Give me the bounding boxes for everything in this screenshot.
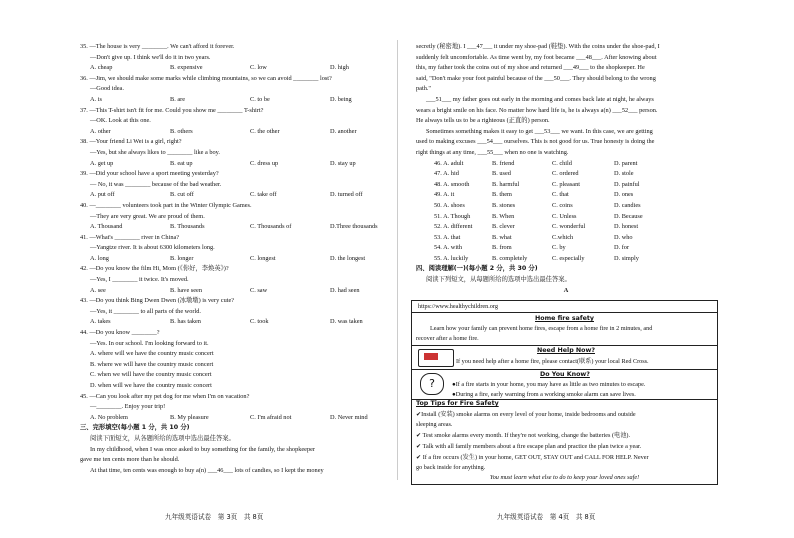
option: C. dress up [250, 159, 279, 167]
help-text: If you need help after a home fire, please contact(联系) your local Red Cross. [456, 358, 649, 365]
option-row [416, 222, 716, 233]
option: D. parent [614, 159, 638, 167]
option: C. low [250, 64, 267, 72]
option: B. are [170, 95, 186, 103]
option: C. take off [250, 191, 277, 199]
passage-line: used to making excuses ___54___ ourselves. This is not good for us. True honesty is doing the [416, 138, 655, 146]
box-intro-1: Learn how your family can prevent home fires, escape from a home fire in 2 minutes, and [430, 325, 653, 332]
option: B. My pleasure [170, 413, 209, 421]
option-row [416, 180, 716, 191]
footer-right: 九年级英语试卷 第 4页 共 8页 [497, 513, 596, 521]
option: A. is [90, 95, 102, 103]
option: C. Thousands of [250, 223, 292, 231]
option-row [80, 159, 410, 170]
option-row [80, 190, 410, 201]
option: C. longest [250, 254, 276, 262]
option: A. put off [90, 191, 115, 199]
section-title: 三、完形填空(每小题 1 分，共 10 分) [80, 424, 190, 432]
option-row [80, 286, 410, 297]
question-mark-icon: ? [420, 373, 444, 395]
fire-safety-box [411, 300, 718, 485]
question-stem: 40. —________ volunteers took part in the Winter Olympic Games. [80, 201, 252, 209]
option: A. long [90, 254, 109, 262]
passage-line: ___51___ my father goes out early in the morning and comes back late at night, he always [426, 95, 654, 103]
spacer [416, 254, 434, 265]
option: B. friend [492, 159, 515, 167]
question-stem: 36. —Jim, we should make some marks while climbing mountains, so we can avoid ________ lost? [80, 74, 332, 82]
tip-4b: go back inside for anything. [416, 464, 486, 471]
option: B. used [492, 170, 511, 178]
option: C. saw [250, 286, 268, 294]
option: B. Thousands [170, 223, 205, 231]
option-row [416, 243, 716, 254]
spacer [416, 180, 434, 191]
option: D. stay up [330, 159, 356, 167]
option: 55. A. luckily [434, 254, 469, 262]
option: C. to be [250, 95, 270, 103]
passage-line: At that time, ten cents was enough to buy a(n) ___46___ lots of candies, so I kept the money [90, 466, 324, 474]
option: D. who [614, 233, 633, 241]
option-row [80, 95, 410, 106]
option: B. clever [492, 223, 515, 231]
option: 47. A. hid [434, 170, 459, 178]
section-instructions: 阅读下列短文，从每题所给的选项中选出最佳答案。 [426, 276, 571, 284]
option: D. candies [614, 201, 641, 209]
option-row [80, 413, 410, 424]
passage-line: suddenly felt uncomfortable. As time went by, my foot became ___48___. After knowing about [416, 53, 657, 61]
question-reply: —Yes, it ________ to all parts of the world. [90, 307, 201, 315]
passage-line: path." [416, 85, 431, 93]
option: 53. A. that [434, 233, 461, 241]
option: D. when will we have the country music concert [90, 382, 212, 389]
option: D. for [614, 244, 630, 252]
passage-line: said, "Don't make your foot painful because of the ___50___. They should belong to the wrong [416, 74, 656, 82]
question-reply: — No, it was ________ because of the bad weather. [90, 180, 222, 188]
option-row [80, 63, 410, 74]
option: D.Three thousands [330, 223, 378, 231]
option: C. the other [250, 127, 280, 135]
know-item-2: ●During a fire, early warning from a working smoke alarm can save lives. [452, 391, 636, 398]
question-reply: —Yangtze river. It is about 6300 kilometers long. [90, 244, 215, 252]
option: D. high [330, 64, 349, 72]
question-stem: 39. —Did your school have a sport meeting yesterday? [80, 170, 219, 178]
left-column [80, 42, 410, 476]
question-reply: —Good idea. [90, 85, 124, 93]
section-title: 四、阅读理解(一)(每小题 2 分，共 30 分) [416, 265, 538, 273]
option: 54. A. with [434, 244, 462, 252]
question-stem: 43. —Do you think Bing Dwen Dwen (冰墩墩) is very cute? [80, 297, 235, 305]
question-reply: —Yes, but she always likes to ________ like a boy. [90, 148, 220, 156]
option: A. where will we have the country music concert [90, 350, 214, 358]
option-row [416, 169, 716, 180]
option: C. coins [552, 201, 573, 209]
spacer [416, 169, 434, 180]
option: C. Unless [552, 212, 577, 220]
option-row [416, 159, 716, 170]
option: C. ordered [552, 170, 579, 178]
option: 49. A. it [434, 191, 455, 199]
tip-1a: ✔Install (安装) smoke alarms on every level of your home, inside bedrooms and outside [416, 411, 636, 418]
option: B. from [492, 244, 512, 252]
option: B. When [492, 212, 515, 220]
option: A. No problem [90, 413, 128, 421]
option: A. takes [90, 318, 111, 326]
option: C.which [552, 233, 574, 241]
spacer [416, 201, 434, 212]
tips-title: Top Tips for Fire Safety [416, 400, 499, 407]
fire-truck-icon [418, 349, 454, 367]
option: D. simply [614, 254, 639, 262]
question-stem: 45. —Can you look after my pet dog for me when I'm on vacation? [80, 392, 250, 400]
option: B. stones [492, 201, 516, 209]
question-reply: —They are very great. We are proud of them. [90, 212, 205, 220]
spacer [416, 190, 434, 201]
option-row [80, 127, 410, 138]
option-row [416, 233, 716, 244]
option: 51. A. Though [434, 212, 471, 220]
option: D. being [330, 95, 352, 103]
option: C. wonderful [552, 223, 586, 231]
passage-line: this, my father took the coins out of my shoe and returned ___49___ to the shopkeeper. He [416, 64, 645, 72]
tip-3: ✔ Talk with all family members about a fire escape plan and practice the plan twice a year. [416, 443, 642, 450]
question-reply: —Yes. In our school. I'm looking forward to it. [90, 339, 209, 347]
spacer [416, 233, 434, 244]
tip-2: ✔ Test smoke alarms every month. If they're not working, change the batteries (电池). [416, 432, 631, 439]
option: 52. A. different [434, 223, 473, 231]
question-stem: 38. —Your friend Li Wei is a girl, right? [80, 138, 182, 146]
know-title: Do You Know? [540, 371, 590, 378]
option: C. I'm afraid not [250, 413, 292, 421]
question-stem: 44. —Do you know ________? [80, 329, 160, 337]
option: C. especially [552, 254, 585, 262]
option: A. get up [90, 159, 114, 167]
spacer [416, 222, 434, 233]
option: D. had seen [330, 286, 360, 294]
option: 46. A. adult [434, 159, 464, 167]
box-intro-2: recover after a home fire. [416, 335, 479, 342]
option: 50. A. shoes [434, 201, 465, 209]
option-row [416, 254, 716, 265]
option: B. longer [170, 254, 194, 262]
spacer [416, 159, 434, 170]
option: D. honest [614, 223, 639, 231]
option: D. turned off [330, 191, 363, 199]
passage-line: wears a bright smile on his face. No matter how hard life is, he is always a(n) ___52___ person. [416, 106, 658, 114]
know-item-1: ●If a fire starts in your home, you may have as little as two minutes to escape. [452, 381, 646, 388]
spacer [416, 212, 434, 223]
question-reply: —Don't give up. I think we'll do it in two years. [90, 53, 211, 61]
box-title: Home fire safety [535, 315, 594, 322]
question-stem: 37. —This T-shirt isn't fit for me. Could you show me ________ T-shirt? [80, 106, 264, 114]
option: B. what [492, 233, 512, 241]
option: C. pleasant [552, 180, 580, 188]
option: 48. A. smooth [434, 180, 470, 188]
passage-line: gave me ten cents more than he should. [80, 456, 180, 464]
option-row [416, 201, 716, 212]
option: A. other [90, 127, 111, 135]
option: D. ones [614, 191, 634, 199]
option: D. Because [614, 212, 643, 220]
passage-line: Sometimes something makes it easy to get ___53___ we want. In this case, we are getting [426, 127, 653, 135]
option: B. others [170, 127, 193, 135]
question-reply: —OK. Look at this one. [90, 117, 151, 125]
option: C. child [552, 159, 572, 167]
option: D. was taken [330, 318, 363, 326]
option: A. see [90, 286, 106, 294]
spacer [416, 243, 434, 254]
option-row [416, 212, 716, 223]
option: C. by [552, 244, 566, 252]
option-row [416, 190, 716, 201]
passage-line: secretly (秘密地). I ___47___ it under my shoe-pad (鞋垫). With the coins under the shoe-pad, I [416, 43, 660, 50]
option: C. when we will have the country music concert [90, 371, 212, 379]
passage-label: A [563, 286, 569, 294]
option-row [80, 254, 410, 265]
option: D. the longest [330, 254, 366, 262]
option: D. another [330, 127, 357, 135]
box-url: https://www.healthychildren.org [418, 303, 498, 310]
option: B. harmful [492, 180, 520, 188]
option: B. where we will have the country music concert [90, 360, 214, 368]
option: C. took [250, 318, 269, 326]
box-closing: You must learn what else to do to keep your loved ones safe! [489, 474, 640, 481]
help-title: Need Help Now? [537, 347, 595, 354]
option: A. cheap [90, 64, 113, 72]
section-instructions: 阅读下面短文，从各题所给的选项中选出最佳答案。 [90, 434, 235, 442]
passage-line: right things at any time, ___55___ when no one is watching. [416, 148, 569, 156]
footer-left: 九年级英语试卷 第 3页 共 8页 [165, 513, 264, 521]
option: A. Thousand [90, 223, 123, 231]
option: B. cut off [170, 191, 194, 199]
option: B. completely [492, 254, 528, 262]
tip-1b: sleeping areas. [416, 421, 453, 428]
option: C. that [552, 191, 569, 199]
question-reply: —Yes, I ________ it twice. It's moved. [90, 276, 189, 284]
question-stem: 42. —Do you know the film Hi, Mom (《你好，李焕英》)? [80, 265, 229, 273]
option: B. have seen [170, 286, 202, 294]
right-column [416, 42, 716, 296]
option: D. stole [614, 170, 634, 178]
option: B. them [492, 191, 512, 199]
option: B. expensive [170, 64, 203, 72]
question-stem: 41. —What's ________ river in China? [80, 233, 180, 241]
option: B. eat up [170, 159, 193, 167]
option: D. Never mind [330, 413, 368, 421]
question-stem: 35. —The house is very ________. We can't afford it forever. [80, 43, 235, 50]
page-divider [397, 40, 398, 480]
passage-line: In my childhood, when I was once asked to buy something for the family, the shopkeeper [90, 445, 315, 453]
passage-line: He always tells us to be a righteous (正直的) person. [416, 117, 550, 125]
question-reply: —________. Enjoy your trip! [90, 403, 166, 411]
option: D. painful [614, 180, 640, 188]
tip-4a: ✔ If a fire occurs (发生) in your home, GET OUT, STAY OUT and CALL FOR HELP. Never [416, 454, 649, 461]
option-row [80, 317, 410, 328]
option: B. has taken [170, 318, 201, 326]
option-row [80, 222, 410, 233]
